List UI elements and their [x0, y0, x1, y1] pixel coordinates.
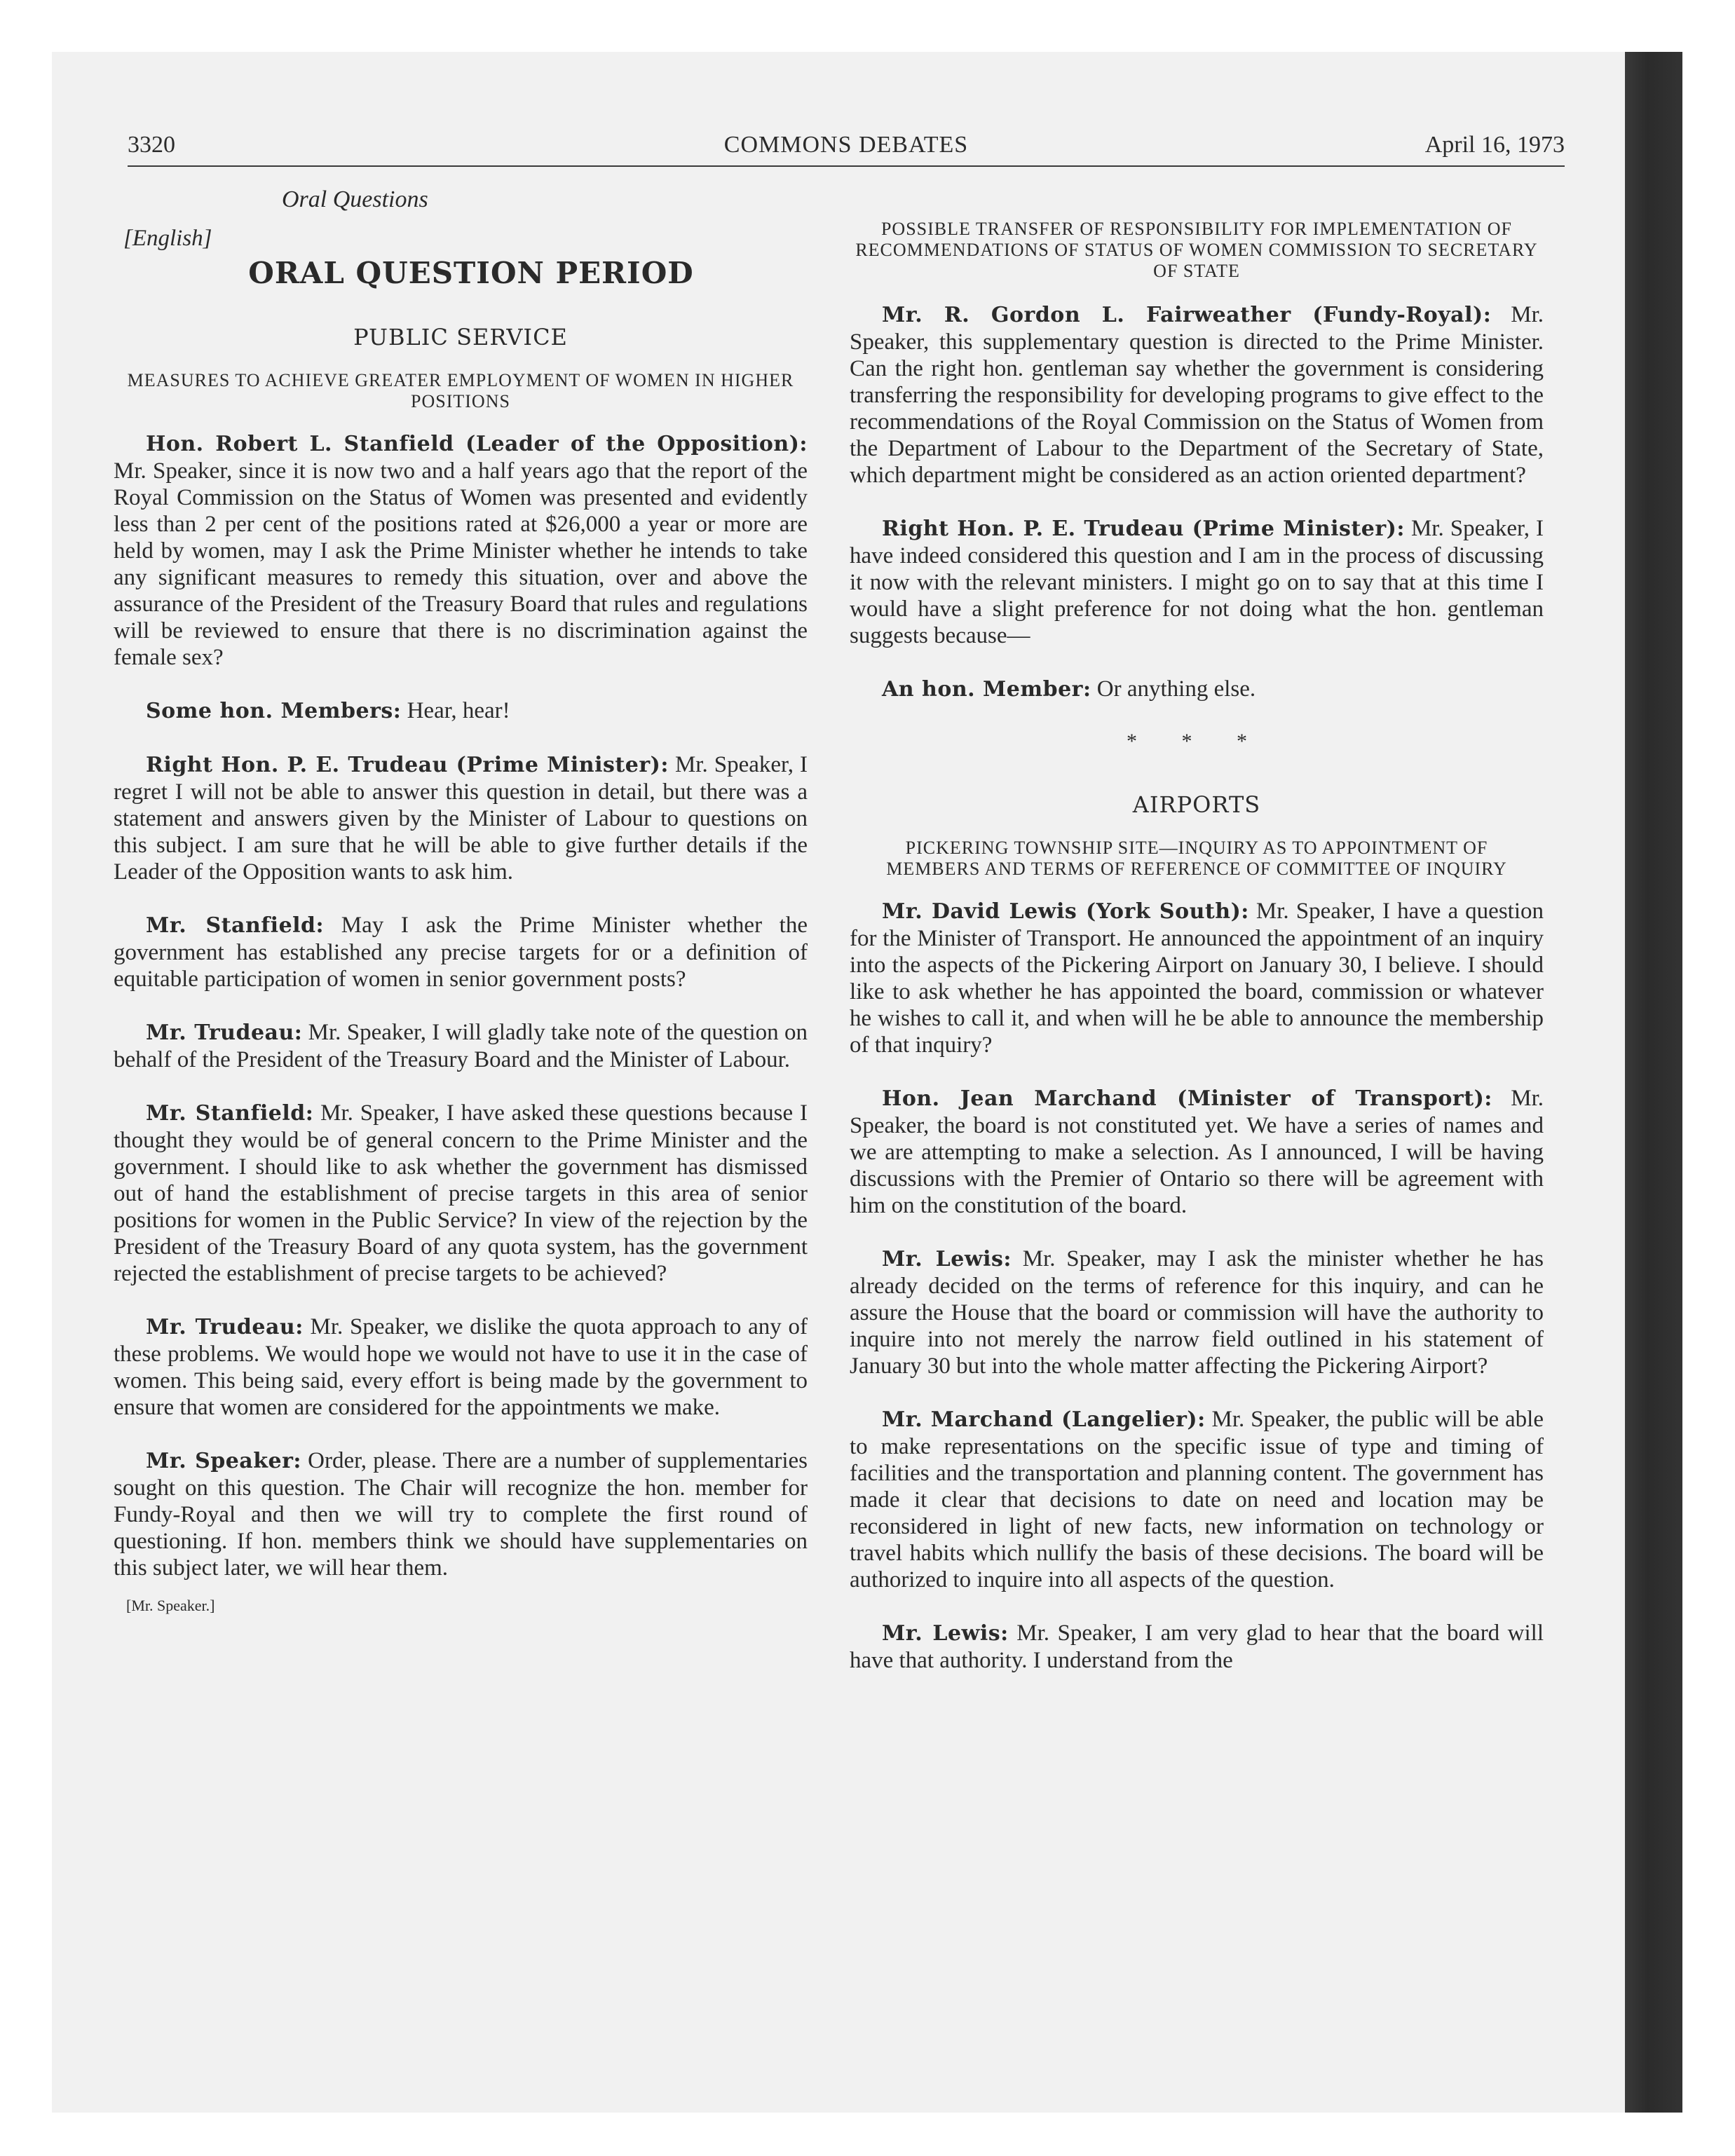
left-column: [114, 181, 808, 1615]
speech-text: Or anything else.: [1091, 676, 1256, 702]
speech-paragraph: [850, 898, 1544, 1058]
speech-paragraph: [114, 1100, 808, 1287]
footnote: [Mr. Speaker.]: [126, 1597, 215, 1614]
speaker-name: Mr. Speaker:: [146, 1449, 301, 1473]
speech-text: Mr. Speaker, this supplementary question is directed to the Prime Minister. Can the right hon. gentleman say whether the government is considering transferring the responsibility for developing programs to give effect to the recommendations of the Royal Commission on the Status of Women from the Department of Labour to the Department of the Secretary of State, which department might be considered as an action oriented department?: [850, 302, 1544, 488]
speech-text: Mr. Speaker, I regret I will not be able to answer this question in detail, but there was a statement and answers given by the Minister of Labour to questions on this subject. I am sure that he will be able to give further details if the Leader of the Opposition wants to ask him.: [114, 752, 808, 885]
speaker-name: Hon. Jean Marchand (Minister of Transport):: [882, 1086, 1492, 1111]
subtopic-heading: MEASURES TO ACHIEVE GREATER EMPLOYMENT OF WOMEN IN HIGHER POSITIONS: [127, 370, 794, 411]
speaker-name: Mr. Marchand (Langelier):: [882, 1407, 1206, 1432]
speech-text: Mr. Speaker, I have asked these questions because I thought they would be of general concern to the Prime Minister and the government. I should like to ask whether the government has dismissed out of hand the establishment of precise targets in this area of senior positions for women in the Public Service? In view of the rejection by the President of the Treasury Board of any quota system, has the government rejected the establishment of precise targets to be achieved?: [114, 1100, 808, 1286]
subtopic-heading: POSSIBLE TRANSFER OF RESPONSIBILITY FOR IMPLEMENTATION OF RECOMMENDATIONS OF STATUS OF WOMEN COMMISSION TO SECRETARY OF STATE: [855, 219, 1538, 281]
speech-text: Mr. Speaker, I am very glad to hear that the board will have that authority. I understand from the: [850, 1621, 1544, 1673]
publication-title: COMMONS DEBATES: [723, 132, 969, 158]
speaker-name: Mr. Stanfield:: [146, 1101, 314, 1126]
page-header: [128, 132, 1565, 167]
speech-text: Mr. Speaker, since it is now two and a half years ago that the report of the Royal Commission on the Status of Women was presented and evidently less than 2 per cent of the positions rated at $26,000 a year or more are held by women, may I ask the Prime Minister whether he intends to take any significant measures to remedy this situation, over and above the assurance of the President of the Treasury Board that rules and regulations will be reviewed to ensure that there is no discrimination against the female sex?: [114, 458, 808, 670]
speech-text: Order, please. There are a number of supplementaries sought on this question. The Chair will recognize the hon. member for Fundy-Royal and then we will try to complete the first round of questioning. If hon. members think we should have supplementaries on this subject later, we will hear them.: [114, 1448, 808, 1581]
speaker-name: Mr. Trudeau:: [146, 1021, 303, 1045]
speech-paragraph: [114, 751, 808, 885]
speech-paragraph: [850, 1406, 1544, 1593]
speaker-name: Mr. R. Gordon L. Fairweather (Fundy-Royal):: [882, 303, 1492, 327]
speech-paragraph: [850, 676, 1544, 703]
speaker-name: Mr. David Lewis (York South):: [882, 899, 1249, 924]
speech-text: Mr. Speaker, I have indeed considered this question and I am in the process of discussing it now with the relevant ministers. I might go on to say that at this time I would have a slight preference for not doing what the hon. gentleman suggests because—: [850, 516, 1544, 648]
speech-text: Mr. Speaker, the public will be able to make representations on the specific issue of type and timing of facilities and the transportation and planning content. The government has made it clear that decisions to date on need and location may be reconsidered in light of new facts, new information on technology or travel habits which nullify the basis of these decisions. The board will be authorized to inquire into all aspects of the question.: [850, 1407, 1544, 1592]
speaker-name: Mr. Stanfield:: [146, 913, 325, 938]
running-title: Oral Questions: [282, 186, 428, 212]
speech-paragraph: [114, 697, 808, 725]
speaker-name: Hon. Robert L. Stanfield (Leader of the Opposition):: [146, 432, 808, 456]
speech-paragraph: [850, 1246, 1544, 1379]
speech-paragraph: [114, 912, 808, 992]
binding-edge: [1625, 52, 1682, 2113]
speech-paragraph: [850, 1620, 1544, 1674]
speech-paragraph: [114, 1447, 808, 1581]
speech-text: Mr. Speaker, I will gladly take note of the question on behalf of the President of the Treasury Board and the Minister of Labour.: [114, 1020, 808, 1072]
speech-paragraph: [114, 1314, 808, 1421]
topic-heading: AIRPORTS: [1132, 791, 1261, 818]
speech-paragraph: [850, 301, 1544, 489]
speech-text: Hear, hear!: [401, 698, 510, 723]
right-column: [850, 181, 1544, 1700]
main-title: ORAL QUESTION PERIOD: [248, 256, 694, 290]
speaker-name: Right Hon. P. E. Trudeau (Prime Minister):: [146, 753, 669, 777]
speaker-name: Mr. Lewis:: [882, 1621, 1009, 1646]
speaker-name: Mr. Trudeau:: [146, 1315, 304, 1339]
speaker-name: An hon. Member:: [882, 677, 1091, 702]
topic-heading: PUBLIC SERVICE: [353, 324, 568, 350]
subtopic-heading: PICKERING TOWNSHIP SITE—INQUIRY AS TO APPOINTMENT OF MEMBERS AND TERMS OF REFERENCE OF COMMITTEE OF INQUIRY: [886, 838, 1507, 879]
speech-paragraph: [114, 430, 808, 671]
speech-text: Mr. Speaker, may I ask the minister whether he has already decided on the terms of reference for this inquiry, and can he assure the House that the board or commission will have the authority to inquire into not merely the narrow field outlined in his statement of January 30 but into the whole matter affecting the Pickering Airport?: [850, 1246, 1544, 1379]
speech-paragraph: [114, 1019, 808, 1073]
page-number: 3320: [128, 132, 175, 158]
speech-paragraph: [850, 515, 1544, 649]
speech-text: Mr. Speaker, the board is not constituted yet. We have a series of names and we are attempting to make a selection. As I announced, I will be having discussions with the Premier of Ontario so there will be agreement with him on the constitution of the board.: [850, 1086, 1544, 1218]
speech-text: Mr. Speaker, I have a question for the Minister of Transport. He announced the appointment of an inquiry into the aspects of the Pickering Airport on January 30, I believe. I should like to ask whether he has appointed the board, commission or whatever he wishes to call it, and when will he be able to announce the membership of that inquiry?: [850, 899, 1544, 1058]
speech-text: May I ask the Prime Minister whether the government has established any precise targets for or a definition of equitable participation of women in senior government posts?: [114, 913, 808, 992]
section-separator: * * *: [1127, 730, 1267, 753]
speaker-name: Right Hon. P. E. Trudeau (Prime Minister):: [882, 517, 1405, 541]
language-tag: [English]: [123, 226, 212, 251]
page-date: April 16, 1973: [1424, 132, 1565, 158]
speech-paragraph: [850, 1085, 1544, 1219]
speech-text: Mr. Speaker, we dislike the quota approach to any of these problems. We would hope we would not have to use it in the case of women. This being said, every effort is being made by the government to ensure that women are considered for the appointments we make.: [114, 1314, 808, 1420]
speaker-name: Some hon. Members:: [146, 699, 402, 723]
speaker-name: Mr. Lewis:: [882, 1247, 1012, 1271]
